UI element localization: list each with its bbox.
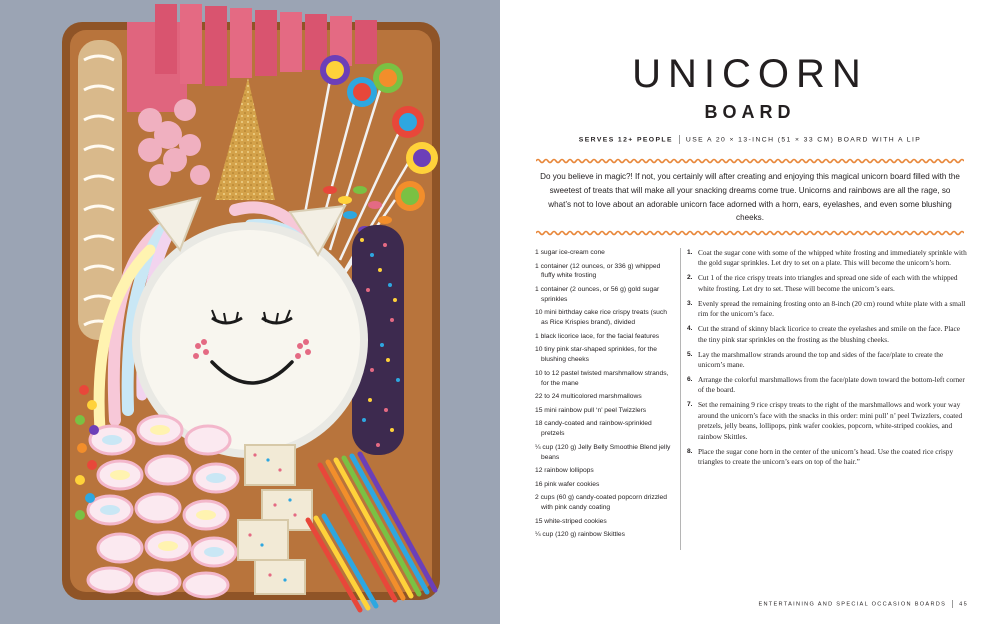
ingredient-item: 22 to 24 multicolored marshmallows [535, 393, 642, 401]
serves-separator [679, 135, 680, 144]
ingredient-item: ¼ cup (120 g) rainbow Skittles [535, 531, 625, 539]
step-text: Lay the marshmallow strands around the top and sides of the face/plate to create the unicorn’s mane. [698, 349, 944, 370]
serves-label: SERVES 12+ PEOPLE [578, 136, 673, 144]
ingredient-item: 15 white-striped cookies [535, 517, 607, 525]
instruction-step [687, 375, 967, 396]
ingredient-item: 1 container (2 ounces, or 56 g) gold sugar sprinkles [535, 285, 660, 303]
instruction-step [687, 248, 967, 269]
step-number: 4. [687, 325, 693, 333]
footer-section-title: ENTERTAINING AND SPECIAL OCCASION BOARDS [758, 601, 947, 608]
instruction-step [687, 400, 967, 442]
wavy-divider-top [536, 158, 964, 164]
ingredient-item: 10 mini birthday cake rice crispy treats (such as Rice Krispies brand), divided [535, 309, 667, 327]
serves-row [530, 135, 970, 144]
intro-paragraph: Do you believe in magic?! If not, you certainly will after creating and enjoying this magical unicorn board filled with the sweetest of treats that will make all your snacking dreams come true. Unicorns and rainbows are all the rage, so what’s not to love about an adorable unicorn face adorned with a horn, ears, eyelashes, and even some blushing cheeks. [540, 172, 960, 223]
step-number: 5. [687, 350, 693, 358]
step-number: 8. [687, 447, 693, 455]
instruction-step [687, 350, 967, 371]
page-footer [758, 600, 968, 608]
ingredient-item: 12 rainbow lollipops [535, 467, 594, 475]
step-number: 1. [687, 249, 693, 256]
footer-separator [952, 600, 953, 608]
recipe-page [500, 0, 1000, 624]
step-text: Place the sugar cone horn in the center of the unicorn’s head. Use the coated rice crispy triangles to create the unicorn’s ears on top of the hair.” [698, 446, 954, 467]
board-size-note: USE A 20 × 13-INCH (51 × 33 CM) BOARD WITH A LIP [685, 136, 922, 144]
page-number: 45 [959, 601, 968, 608]
step-text: Coat the sugar cone with some of the whipped white frosting and immediately sprinkle with the gold sugar sprinkles. Let dry to set on a plate. This will become the unicorn’s horn. [698, 248, 967, 268]
step-text: Cut 1 of the rice crispy treats into triangles and spread one side of each with the whipped white frosting. Let dry to set. These will become the unicorn’s ears. [698, 273, 958, 293]
recipe-subtitle: BOARD [704, 102, 796, 122]
step-number: 6. [687, 376, 693, 384]
recipe-title: UNICORN [632, 52, 868, 96]
step-number: 2. [687, 274, 693, 282]
ingredient-item: 1 container (12 ounces, or 336 g) whipped fluffy white frosting [535, 262, 661, 280]
ingredients-list [535, 248, 673, 544]
ingredient-item: 2 cups (60 g) candy-coated popcorn drizzled with pink candy coating [535, 494, 667, 512]
instruction-step [687, 324, 967, 345]
instruction-step [687, 299, 967, 320]
ingredient-item: 10 tiny pink star-shaped sprinkles, for the blushing cheeks [535, 346, 657, 364]
instructions-list [687, 248, 967, 472]
step-number: 7. [687, 401, 693, 409]
ingredient-item: 10 to 12 pastel twisted marshmallow strands, for the mane [535, 369, 669, 387]
wavy-divider-bottom [536, 230, 964, 236]
column-divider [680, 248, 681, 550]
step-text: Cut the strand of skinny black licorice to create the eyelashes and smile on the face. Place the tiny pink star sprinkles on the frosting as the blushing cheeks. [698, 324, 960, 344]
ingredient-item: 1 black licorice lace, for the facial features [535, 332, 660, 340]
instruction-step [687, 273, 967, 294]
ingredient-item: 1 sugar ice-cream cone [535, 249, 605, 256]
ingredient-item: 18 candy-coated and rainbow-sprinkled pretzels [535, 420, 652, 438]
ingredient-item: ¼ cup (120 g) Jelly Belly Smoothie Blend jelly beans [535, 443, 671, 461]
step-text: Set the remaining 9 rice crispy treats to the right of the marshmallows and work your way around the unicorn’s face with the snacks in this order: mini pull’ n’ peel Twizzlers, coated pretzels, jelly beans, lollipops, pink wafer cookies, popcorn, white-striped cookies, and rainbow Skittles. [698, 400, 963, 441]
ingredient-item: 16 pink wafer cookies [535, 480, 600, 488]
step-number: 3. [687, 299, 693, 307]
instruction-step [687, 447, 967, 468]
ingredient-item: 15 mini rainbow pull ‘n’ peel Twizzlers [535, 406, 647, 414]
step-text: Arrange the colorful marshmallows from the face/plate down toward the bottom-left corner of the board. [698, 375, 965, 395]
step-text: Evenly spread the remaining frosting onto an 8-inch (20 cm) round white plate with a small rim for the unicorn’s face. [698, 298, 966, 319]
